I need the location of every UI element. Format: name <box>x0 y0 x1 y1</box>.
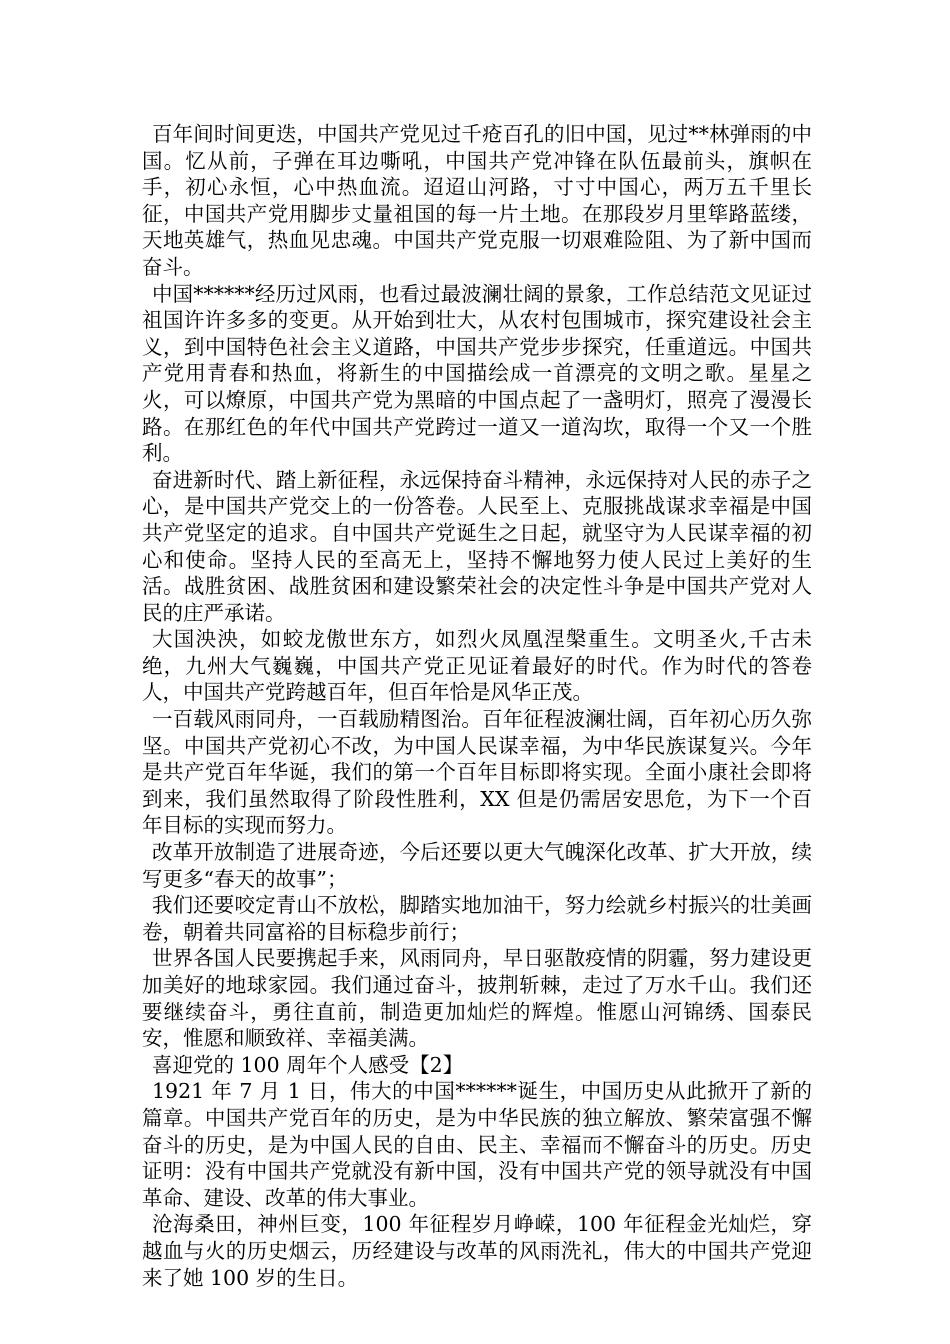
section-heading: 喜迎党的 100 周年个人感受【2】 <box>152 1052 464 1077</box>
paragraph: 1921 年 7 月 1 日，伟大的中国******诞生，中国历史从此掀开了新的篇章。中国共产党百年的历史，是为中华民族的独立解放、繁荣富强不懈奋斗的历史，是为中国人民的自由、民主、幸福而不懈奋斗的历史。历史证明：没有中国共产党就没有新中国，没有中国共产党的领导就没有中国革命、建设、改革的伟大事业。 <box>142 1079 812 1210</box>
paragraph: 一百载风雨同舟，一百载励精图治。百年征程波澜壮阔，百年初心历久弥坚。中国共产党初心不改，为中国人民谋幸福，为中华民族谋复兴。今年是共产党百年华诞，我们的第一个百年目标即将实现。全面小康社会即将到来，我们虽然取得了阶段性胜利，XX 但是仍需居安思危，为下一个百年目标的实现而努力。 <box>142 707 812 838</box>
paragraph: 我们还要咬定青山不放松，脚踏实地加油干，努力绘就乡村振兴的壮美画卷，朝着共同富裕的目标稳步前行； <box>142 893 812 944</box>
paragraph: 大国泱泱，如蛟龙傲世东方，如烈火凤凰涅槃重生。文明圣火,千古未绝，九州大气巍巍，中国共产党正见证着最好的时代。作为时代的答卷人，中国共产党跨越百年，但百年恰是风华正茂。 <box>142 627 812 705</box>
paragraph: 沧海桑田，神州巨变，100 年征程岁月峥嵘，100 年征程金光灿烂，穿越血与火的历史烟云，历经建设与改革的风雨洗礼，伟大的中国共产党迎来了她 100 岁的生日。 <box>142 1212 812 1290</box>
paragraph: 中国******经历过风雨，也看过最波澜壮阔的景象，工作总结范文见证过祖国许许多多的变更。从开始到壮大，从农村包围城市，探究建设社会主义，到中国特色社会主义道路，中国共产党步步探究，任重道远。中国共产党用青春和热血，将新生的中国描绘成一首漂亮的文明之歌。星星之火，可以燎原，中国共产党为黑暗的中国点起了一盏明灯，照亮了漫漫长路。在那红色的年代中国共产党跨过一道又一道沟坎，取得一个又一个胜利。 <box>142 281 812 466</box>
paragraph: 世界各国人民要携起手来，风雨同舟，早日驱散疫情的阴霾，努力建设更加美好的地球家园。我们通过奋斗，披荆斩棘，走过了万水千山。我们还要继续奋斗，勇往直前，制造更加灿烂的辉煌。惟愿山河锦绣、国泰民安，惟愿和顺致祥、幸福美满。 <box>142 946 812 1051</box>
document-body <box>142 121 812 1291</box>
paragraph: 改革开放制造了进展奇迹，今后还要以更大气魄深化改革、扩大开放，续写更多“春天的故事”； <box>142 840 812 891</box>
paragraph: 奋进新时代、踏上新征程，永远保持奋斗精神，永远保持对人民的赤子之心，是中国共产党交上的一份答卷。人民至上、克服挑战谋求幸福是中国共产党坚定的追求。自中国共产党诞生之日起，就坚守为人民谋幸福的初心和使命。坚持人民的至高无上，坚持不懈地努力使人民过上美好的生活。战胜贫困、战胜贫困和建设繁荣社会的决定性斗争是中国共产党对人民的庄严承诺。 <box>142 467 812 625</box>
paragraph: 百年间时间更迭，中国共产党见过千疮百孔的旧中国，见过**林弹雨的中国。忆从前，子弹在耳边嘶吼，中国共产党冲锋在队伍最前头，旗帜在手，初心永恒，心中热血流。迢迢山河路，寸寸中国心，两万五千里长征，中国共产党用脚步丈量祖国的每一片土地。在那段岁月里筚路蓝缕，天地英雄气，热血见忠魂。中国共产党克服一切艰难险阻、为了新中国而奋斗。 <box>142 122 812 279</box>
